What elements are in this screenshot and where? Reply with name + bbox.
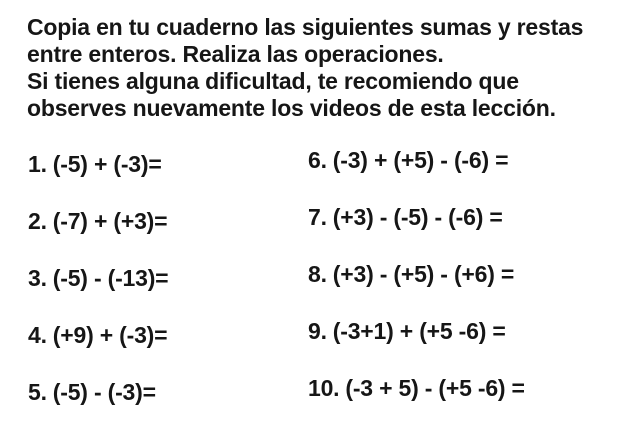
exercise-number: 7. [308,204,327,230]
exercise-item-3 [28,266,168,290]
exercise-expression: (-3) + (+5) - (-6) = [332,147,509,173]
exercise-number: 9. [308,318,327,344]
exercise-column-left [28,152,168,404]
exercise-number: 3. [28,265,47,291]
exercise-expression: (-5) - (-3)= [52,379,156,405]
exercise-item-7 [308,205,525,229]
exercise-number: 10. [308,375,340,401]
exercise-item-2 [28,209,168,233]
exercise-item-8 [308,262,525,286]
instruction-line-1: Copia en tu cuaderno las siguientes sumas y restas [27,14,584,40]
exercise-item-5 [28,380,168,404]
exercise-expression: (+3) - (+5) - (+6) = [332,261,515,287]
instruction-line-3: Si tienes alguna dificultad, te recomiendo que [27,68,519,94]
exercise-item-10 [308,376,525,400]
exercise-expression: (+9) + (-3)= [52,322,168,348]
exercise-number: 8. [308,261,327,287]
exercise-number: 1. [28,151,47,177]
exercise-number: 2. [28,208,47,234]
exercise-item-4 [28,323,168,347]
exercise-expression: (-3 + 5) - (+5 -6) = [345,375,525,401]
instructions [27,14,623,122]
exercise-expression: (-3+1) + (+5 -6) = [332,318,506,344]
exercise-item-9 [308,319,525,343]
instruction-line-4: observes nuevamente los videos de esta lección. [27,95,556,121]
exercise-expression: (-7) + (+3)= [52,208,168,234]
exercise-expression: (-5) + (-3)= [52,151,162,177]
exercise-number: 6. [308,147,327,173]
exercise-number: 4. [28,322,47,348]
exercise-column-right [308,148,525,400]
exercise-item-1 [28,152,168,176]
exercise-number: 5. [28,379,47,405]
exercise-expression: (-5) - (-13)= [52,265,169,291]
instruction-line-2: entre enteros. Realiza las operaciones. [27,41,444,67]
exercise-item-6 [308,148,525,172]
exercise-expression: (+3) - (-5) - (-6) = [332,204,503,230]
